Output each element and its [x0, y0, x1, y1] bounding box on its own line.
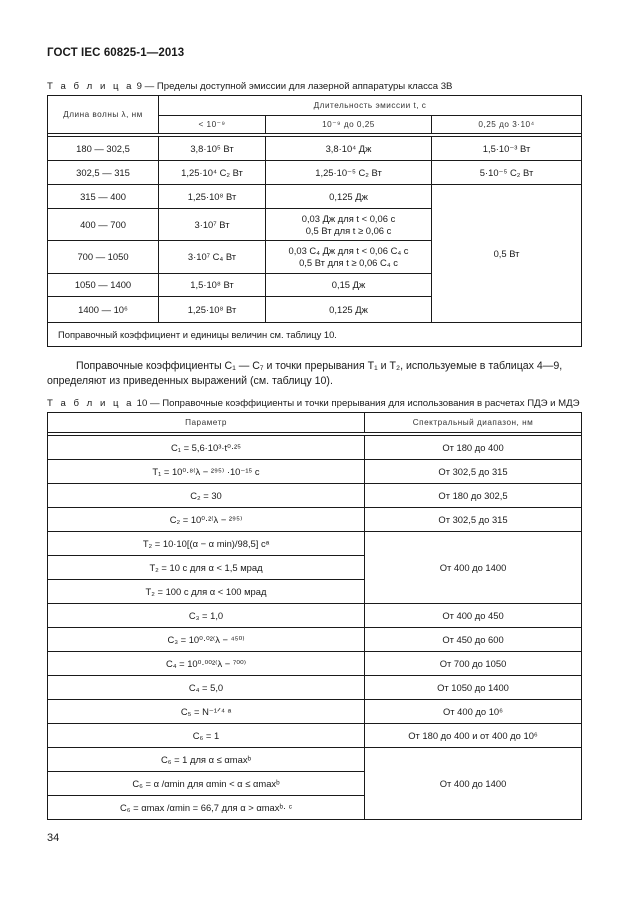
table9-note: Поправочный коэффициент и единицы величин см. таблицу 10. [48, 323, 582, 347]
table-row [48, 323, 582, 347]
table-row [48, 604, 582, 628]
table10-param-cell: C₆ = α /αmin для αmin < α ≤ αmaxᵇ [48, 772, 365, 796]
table9-caption-prefix: Т а б л и ц а [47, 81, 134, 92]
table10-range-cell: От 180 до 400 [365, 436, 582, 460]
table9-cell: 1,25·10⁻⁵ C₂ Вт [266, 161, 432, 185]
table10-merged-range-t2: От 400 до 1400 [365, 532, 582, 604]
table9-cell: 315 — 400 [48, 185, 159, 209]
table10-range-cell: От 450 до 600 [365, 628, 582, 652]
table10-param-cell: C₁ = 5,6·10³·t⁰·²⁵ [48, 436, 365, 460]
table-row [48, 748, 582, 772]
table10-caption-text: 10 — Поправочные коэффициенты и точки прерывания для использования в расчетах ПДЭ и МДЭ [136, 398, 580, 409]
table9-cell: 3·10⁷ C₄ Вт [159, 241, 266, 274]
table-row [48, 532, 582, 556]
table9-cell: 0,15 Дж [266, 274, 432, 297]
table9-merged-cell: 0,5 Вт [432, 185, 582, 323]
table10-range-cell: От 180 до 400 и от 400 до 10⁶ [365, 724, 582, 748]
table10-header-param: Параметр [48, 413, 365, 433]
table10-param-cell: C₃ = 10⁰·⁰²⁽λ − ⁴⁵⁰⁾ [48, 628, 365, 652]
table9-header-duration: Длительность эмиссии t, с [159, 96, 582, 116]
table10-header-range: Спектральный диапазон, нм [365, 413, 582, 433]
table9-cell: 1400 — 10⁶ [48, 297, 159, 323]
table10-param-cell: T₂ = 10·10[(α − α min)/98,5] cᵃ [48, 532, 365, 556]
table10-param-cell: C₄ = 10⁰·⁰⁰²⁽λ − ⁷⁰⁰⁾ [48, 652, 365, 676]
table10-param-cell: C₂ = 30 [48, 484, 365, 508]
table9-cell: 0,125 Дж [266, 297, 432, 323]
table10 [47, 412, 582, 820]
table10-param-cell: C₆ = 1 для α ≤ αmaxᵇ [48, 748, 365, 772]
table-row [48, 700, 582, 724]
table9 [47, 95, 582, 347]
table10-range-cell: От 180 до 302,5 [365, 484, 582, 508]
table9-cell-line: 0,5 Вт для t ≥ 0,06 с [305, 224, 392, 236]
table9-cell: 1,5·10⁸ Вт [159, 274, 266, 297]
table9-cell: 1,25·10⁴ C₂ Вт [159, 161, 266, 185]
table9-cell-line: 0,03 Дж для t < 0,06 с [301, 212, 396, 224]
table10-param-cell: C₃ = 1,0 [48, 604, 365, 628]
table9-cell: 3,8·10⁵ Вт [159, 137, 266, 161]
table10-param-cell: C₆ = αmax /αmin = 66,7 для α > αmaxᵇ· ᶜ [48, 796, 365, 820]
table9-cell: 0,125 Дж [266, 185, 432, 209]
table9-subheader-3: 0,25 до 3·10⁴ [432, 116, 582, 134]
table10-merged-range-c6: От 400 до 1400 [365, 748, 582, 820]
table-row [48, 484, 582, 508]
table-row [48, 436, 582, 460]
document-header: ГОСТ IEC 60825-1—2013 [47, 47, 185, 59]
table-row [48, 460, 582, 484]
table-row [48, 161, 582, 185]
table10-range-cell: От 400 до 450 [365, 604, 582, 628]
table10-range-cell: От 400 до 10⁶ [365, 700, 582, 724]
table9-cell: 3·10⁷ Вт [159, 209, 266, 241]
table9-cell: 1,25·10⁸ Вт [159, 297, 266, 323]
table-row [48, 508, 582, 532]
table-row [48, 724, 582, 748]
table10-param-cell: T₂ = 10 с для α < 1,5 мрад [48, 556, 365, 580]
table10-param-cell: C₂ = 10⁰·²⁽λ − ²⁹⁵⁾ [48, 508, 365, 532]
table9-cell: 1,25·10⁸ Вт [159, 185, 266, 209]
body-paragraph: Поправочные коэффициенты C₁ — C₇ и точки прерывания T₁ и T₂, используемые в таблицах 4—9, определяют из приведенных выражений (см. таблицу 10). [47, 360, 563, 387]
table9-subheader-2: 10⁻⁹ до 0,25 [266, 116, 432, 134]
table10-range-cell: От 302,5 до 315 [365, 508, 582, 532]
table9-cell [266, 209, 432, 241]
table9-cell: 5·10⁻⁵ C₂ Вт [432, 161, 582, 185]
table10-param-cell: C₆ = 1 [48, 724, 365, 748]
table10-caption-prefix: Т а б л и ц а [47, 398, 134, 409]
table9-caption-text: 9 — Пределы доступной эмиссии для лазерной аппаратуры класса 3B [136, 81, 453, 92]
table9-cell: 180 — 302,5 [48, 137, 159, 161]
table9-cell: 400 — 700 [48, 209, 159, 241]
table-row [48, 652, 582, 676]
table10-param-cell: C₅ = N⁻¹ᐟ⁴ ᵃ [48, 700, 365, 724]
table10-range-cell: От 1050 до 1400 [365, 676, 582, 700]
table-row [48, 185, 582, 209]
table10-param-cell: T₂ = 100 с для α < 100 мрад [48, 580, 365, 604]
table9-cell-line: 0,5 Вт для t ≥ 0,06 C₄ с [299, 257, 398, 268]
table10-caption [47, 398, 580, 409]
table-row [48, 137, 582, 161]
table9-cell: 1050 — 1400 [48, 274, 159, 297]
table9-cell [266, 241, 432, 274]
table9-cell: 302,5 — 315 [48, 161, 159, 185]
table10-param-cell: C₄ = 5,0 [48, 676, 365, 700]
table9-header-wavelength: Длина волны λ, нм [48, 96, 159, 134]
table9-caption [47, 81, 452, 92]
table10-range-cell: От 700 до 1050 [365, 652, 582, 676]
table10-range-cell: От 302,5 до 315 [365, 460, 582, 484]
table9-cell: 1,5·10⁻³ Вт [432, 137, 582, 161]
table10-param-cell: T₁ = 10⁰·⁸⁽λ − ²⁹⁵⁾ ·10⁻¹⁵ с [48, 460, 365, 484]
table-row [48, 628, 582, 652]
page-number: 34 [47, 832, 60, 844]
table9-cell-line: 0,03 C₄ Дж для t < 0,06 C₄ с [288, 245, 409, 256]
table9-cell: 3,8·10⁴ Дж [266, 137, 432, 161]
table-row [48, 676, 582, 700]
table9-cell: 700 — 1050 [48, 241, 159, 274]
table9-subheader-1: < 10⁻⁹ [159, 116, 266, 134]
